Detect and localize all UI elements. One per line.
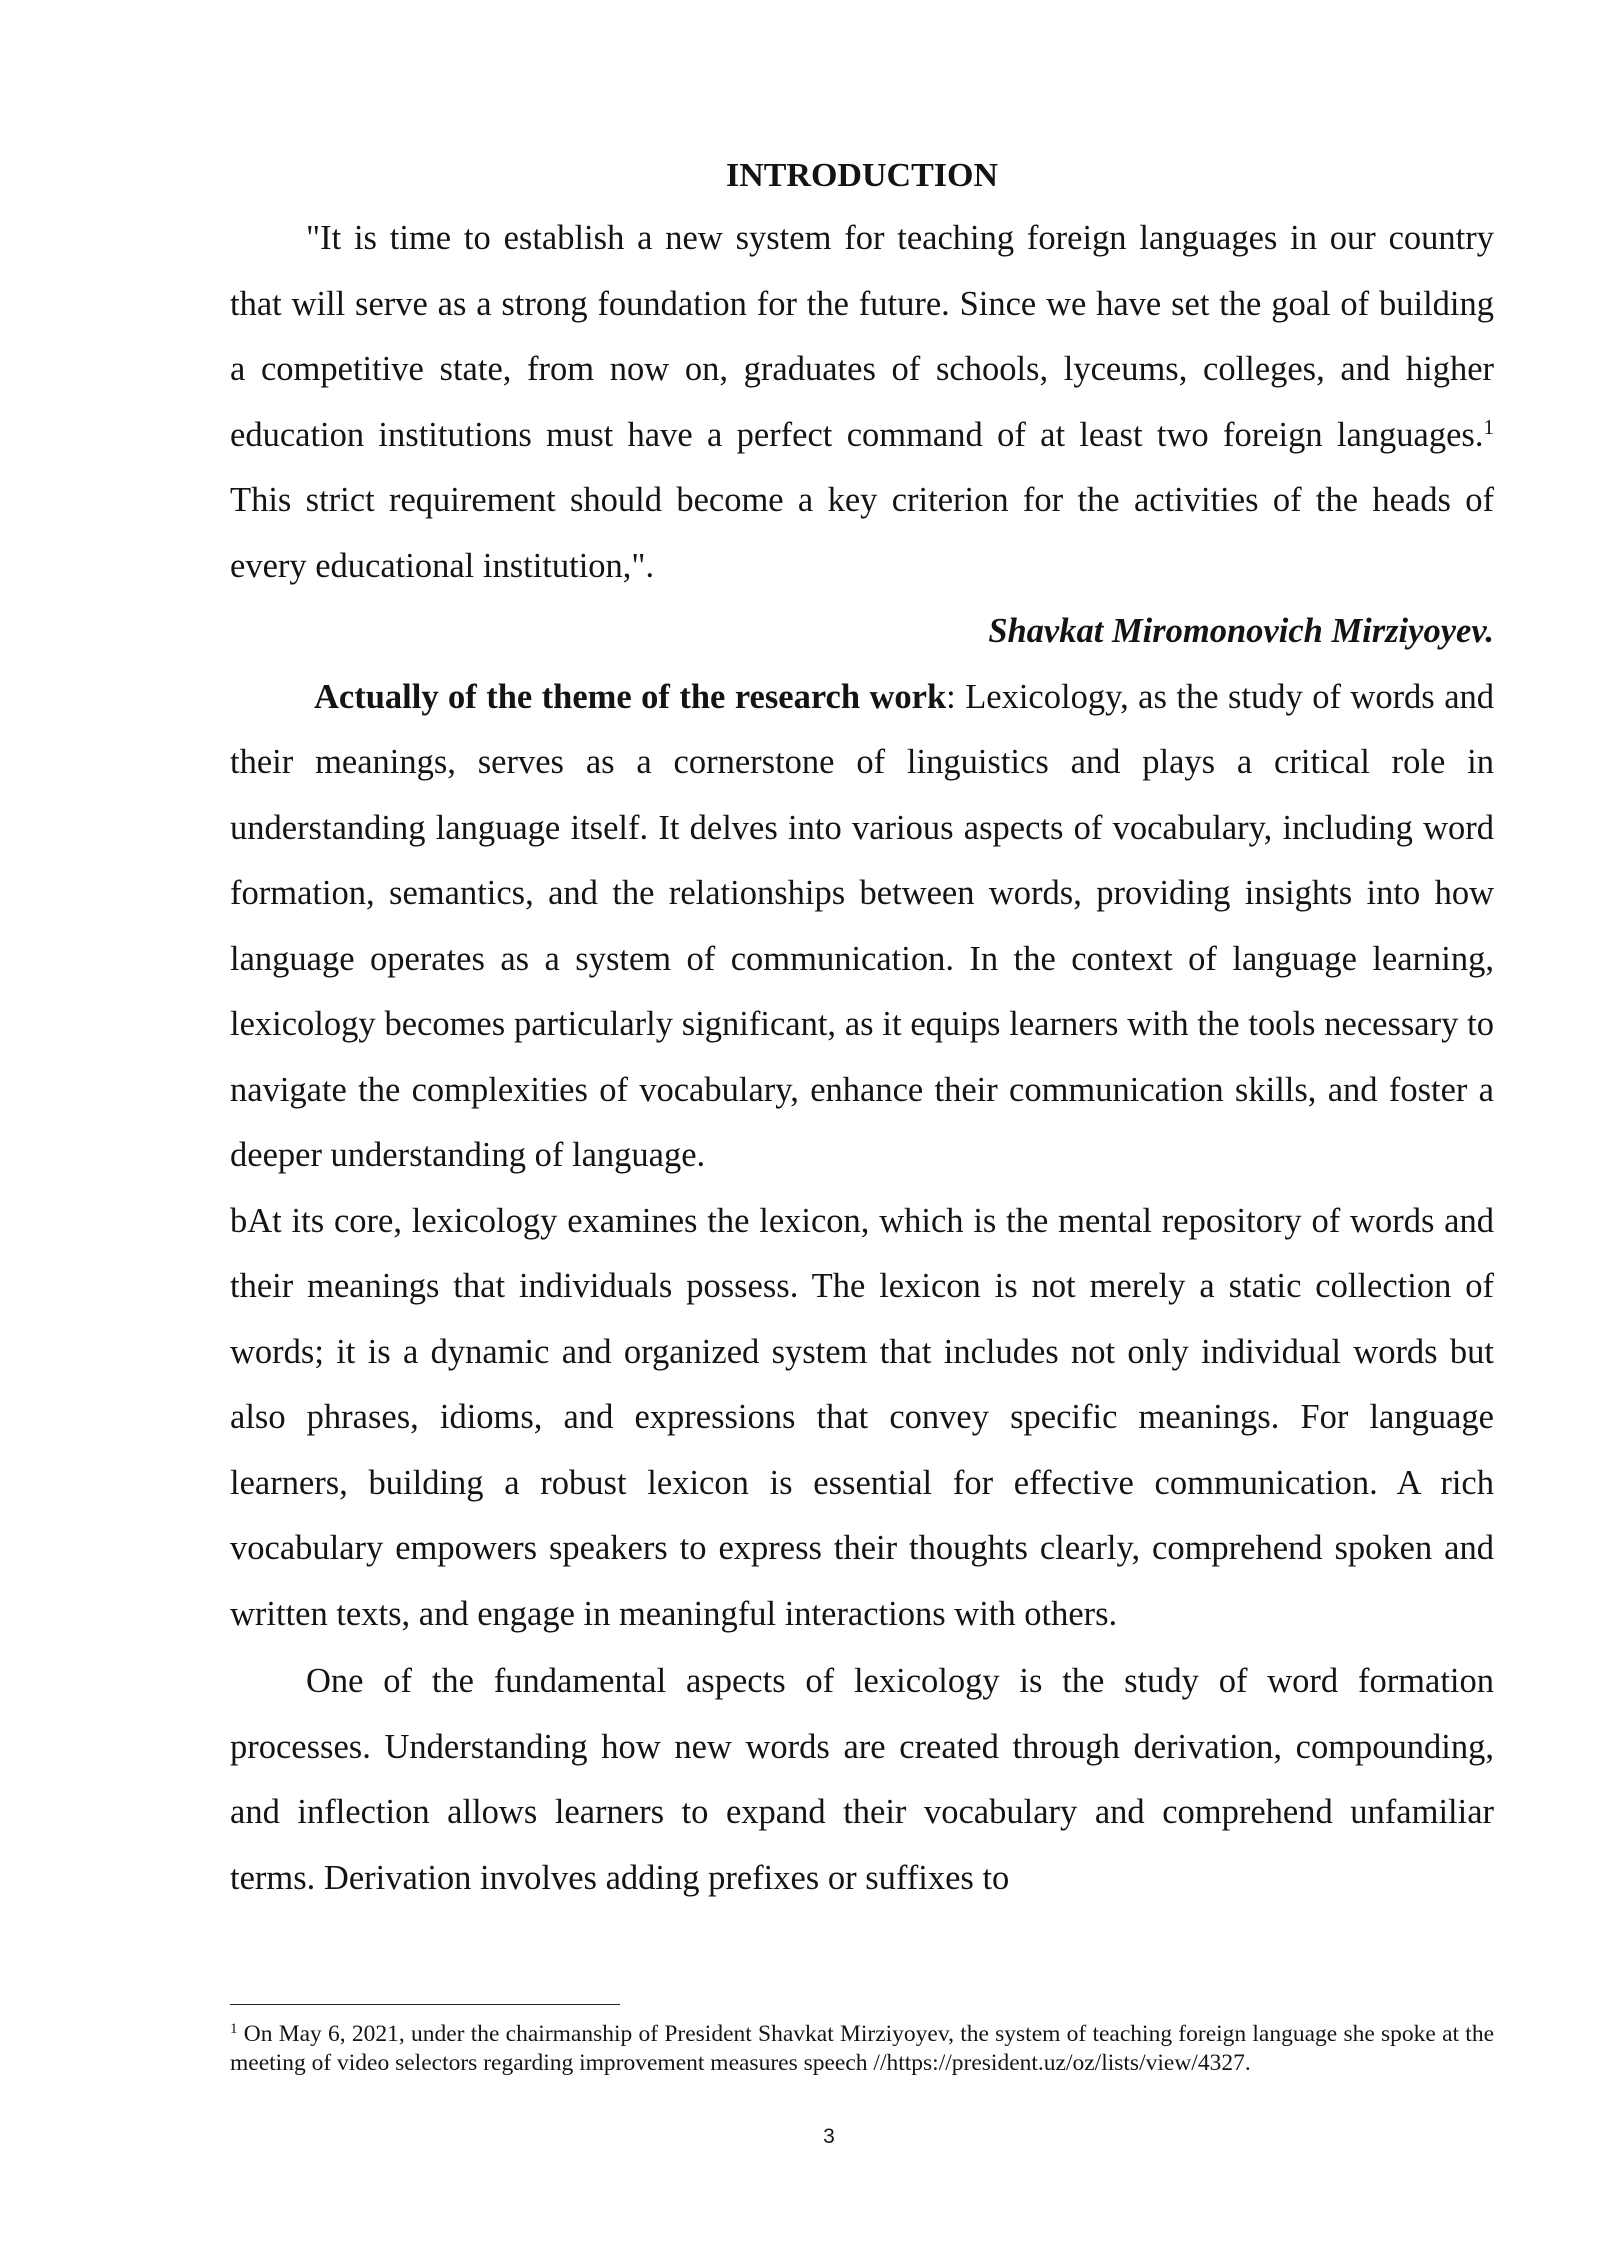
footnote-marker: 1 — [230, 2021, 238, 2037]
quote-text-after-note: This strict requirement should become a key criterion for the activities of the heads of every educational institution,". — [230, 481, 1494, 585]
footnote-separator — [230, 2004, 620, 2005]
section-title: INTRODUCTION — [725, 157, 999, 194]
paragraph-lexicon: bAt its core, lexicology examines the lexicon, which is the mental repository of words and their meanings that individuals possess. The lexicon is not merely a static collection of words; it is a dynamic and organized system that includes not only individual words but also phrases, idioms, and expressions that convey specific meanings. For language learners, building a robust lexicon is essential for effective communication. A rich vocabulary empowers speakers to express their thoughts clearly, comprehend spoken and written texts, and engage in meaningful interactions with others. — [230, 1201, 1494, 1633]
footnote — [230, 2020, 1494, 2078]
footnote-reference[interactable]: 1 — [1483, 414, 1494, 439]
page-number: 3 — [823, 2125, 835, 2148]
paragraph-text: : Lexicology, as the study of words and their meanings, serves as a cornerstone of linguistics and plays a critical role in understanding language itself. It delves into various aspects of vocabulary, including word formation, semantics, and the relationships between words, providing insights into how language operates as a system of communication. In the context of language learning, lexicology becomes particularly significant, as it equips learners with the tools necessary to navigate the complexities of vocabulary, enhance their communication skills, and foster a deeper understanding of language. — [230, 677, 1495, 1174]
paragraph-word-formation: One of the fundamental aspects of lexicology is the study of word formation processes. Understanding how new words are created through derivation, compounding, and inflection allows learners to expand their vocabulary and comprehend unfamiliar terms. Derivation involves adding prefixes or suffixes to — [230, 1662, 1494, 1897]
quote-text-before-note: "It is time to establish a new system for teaching foreign languages in our country that will serve as a strong foundation for the future. Since we have set the goal of building a competitive state, from now on, graduates of schools, lyceums, colleges, and higher education institutions must have a perfect command of at least two foreign languages. — [230, 219, 1494, 454]
quote-attribution: Shavkat Miromonovich Mirziyoyev. — [988, 612, 1494, 650]
body-text — [230, 206, 1494, 1911]
epigraph-quote — [230, 206, 1494, 599]
footnote-text: On May 6, 2021, under the chairmanship of President Shavkat Mirziyoyev, the system of teaching foreign language she spoke at the meeting of video selectors regarding improvement measures speech //https://president.uz/oz/lists/view/4327. — [230, 2021, 1494, 2076]
paragraph-lead-in: Actually of the theme of the research work — [314, 677, 947, 716]
paragraph-relevance — [230, 665, 1494, 1189]
